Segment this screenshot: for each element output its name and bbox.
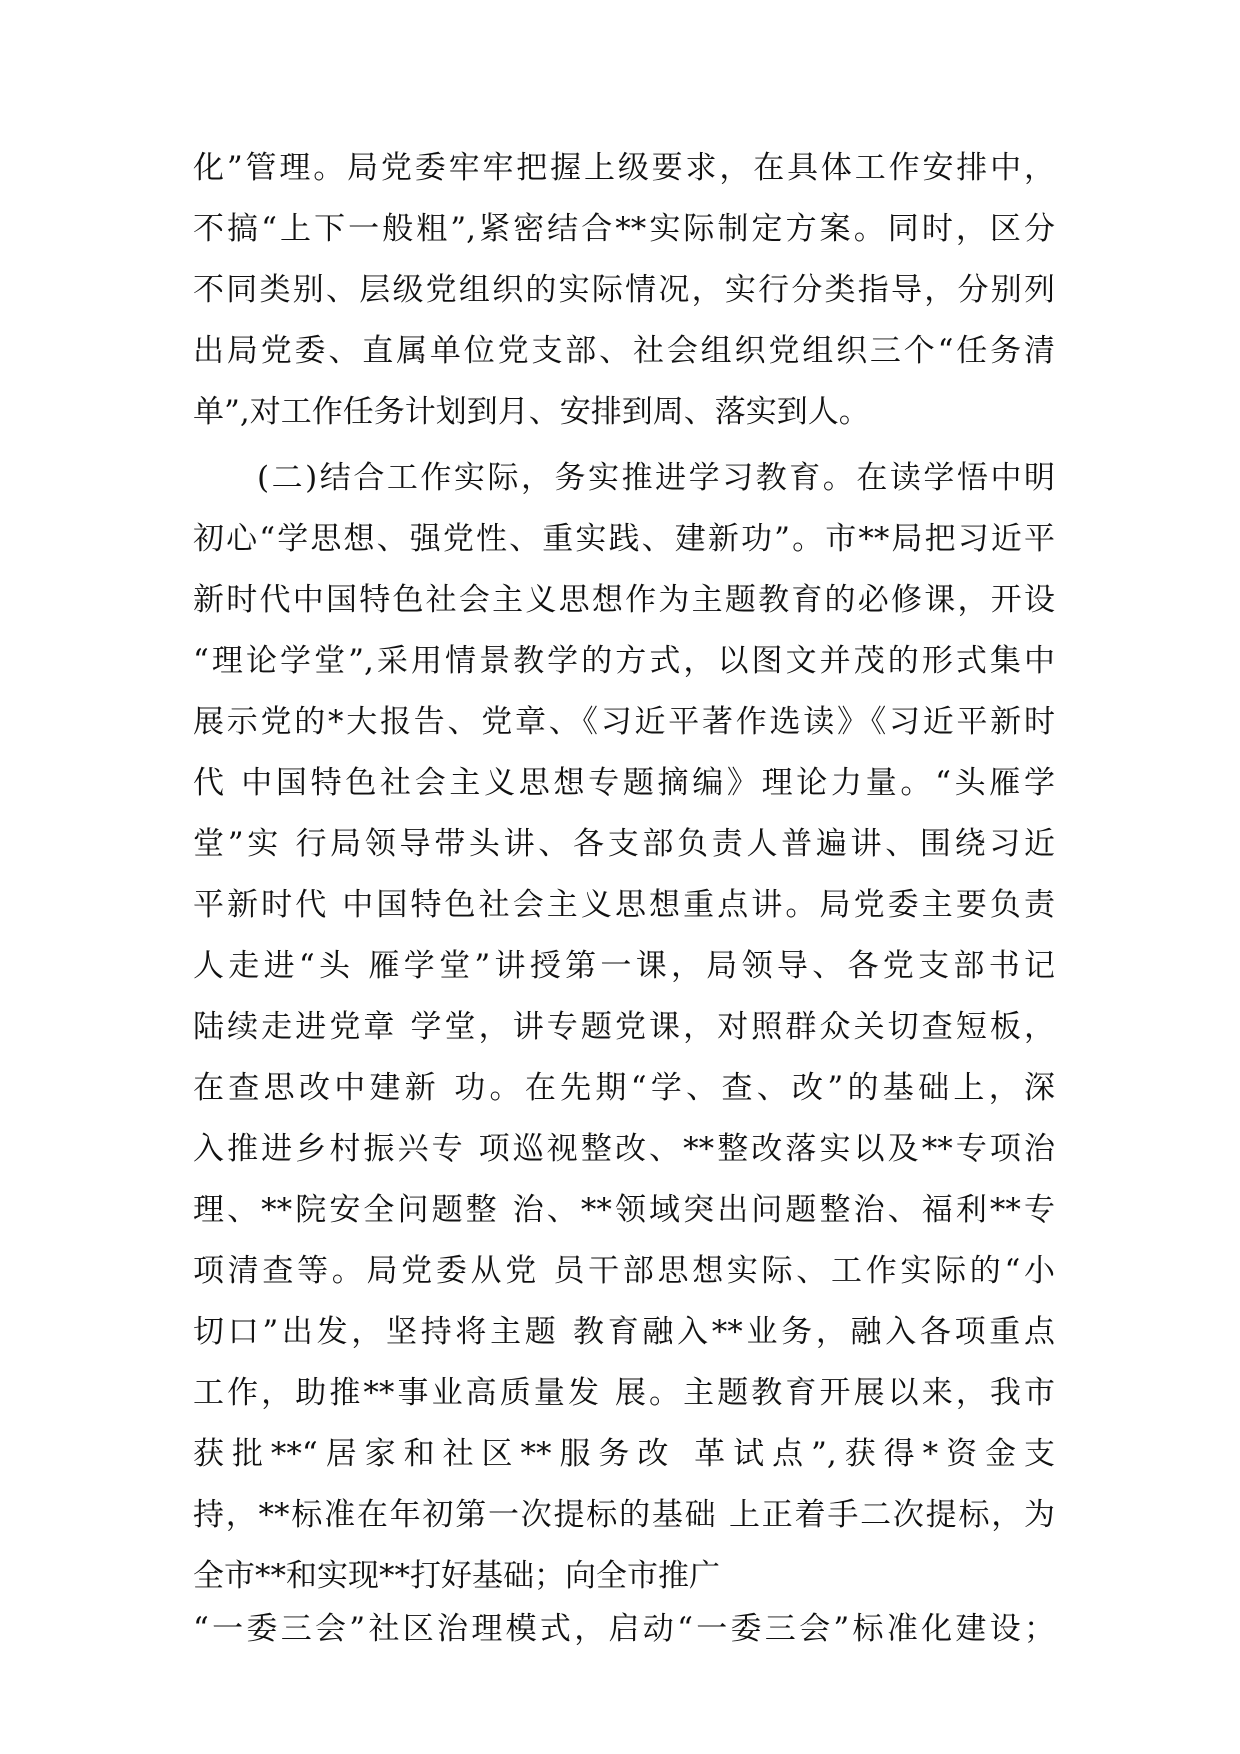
paragraph-2-line-4: “理论学堂”,采用情景教学的方式，以图文并茂的形式集中 (193, 643, 1055, 679)
paragraph-2-line-8: 平新时代 中国特色社会主义思想重点讲。局党委主要负责 (193, 887, 1055, 923)
paragraph-1-line-4: 出局党委、直属单位党支部、社会组织党组织三个“任务清 (193, 333, 1055, 369)
paragraph-2-line-16: 工作，助推**事业高质量发 展。主题教育开展以来，我市 (193, 1375, 1055, 1411)
paragraph-2-line-1: (二)结合工作实际，务实推进学习教育。在读学悟中明 (257, 460, 1055, 496)
paragraph-1-line-2: 不搞“上下一般粗”,紧密结合**实际制定方案。同时，区分 (193, 211, 1055, 247)
paragraph-2-line-6: 代 中国特色社会主义思想专题摘编》理论力量。“头雁学 (193, 765, 1055, 801)
paragraph-2-line-9: 人走进“头 雁学堂”讲授第一课，局领导、各党支部书记 (193, 948, 1055, 984)
paragraph-2-line-18: 持，**标准在年初第一次提标的基础 上正着手二次提标，为 (193, 1497, 1055, 1533)
paragraph-2-line-19: 全市**和实现**打好基础；向全市推广 (193, 1558, 720, 1594)
paragraph-2-line-15: 切口”出发，坚持将主题 教育融入**业务，融入各项重点 (193, 1314, 1055, 1350)
paragraph-2-line-5: 展示党的*大报告、党章、《习近平著作选读》《习近平新时 (193, 704, 1055, 740)
paragraph-1-line-3: 不同类别、层级党组织的实际情况，实行分类指导，分别列 (193, 272, 1055, 308)
paragraph-2-line-11: 在查思改中建新 功。在先期“学、查、改”的基础上，深 (193, 1070, 1055, 1106)
paragraph-1-line-1: 化”管理。局党委牢牢把握上级要求，在具体工作安排中， (193, 150, 1055, 186)
paragraph-2-line-2: 初心“学思想、强党性、重实践、建新功”。市**局把习近平 (193, 521, 1055, 557)
paragraph-2-line-14: 项清查等。局党委从党 员干部思想实际、工作实际的“小 (193, 1253, 1055, 1289)
paragraph-2-line-13: 理、**院安全问题整 治、**领域突出问题整治、福利**专 (193, 1192, 1055, 1228)
paragraph-2-line-17: 获批**“居家和社区**服务改 革试点”,获得*资金支 (193, 1436, 1055, 1472)
paragraph-2-line-7: 堂”实 行局领导带头讲、各支部负责人普遍讲、围绕习近 (193, 826, 1055, 862)
paragraph-2-line-20: “一委三会”社区治理模式，启动“一委三会”标准化建设； (193, 1611, 1055, 1647)
paragraph-2-line-12: 入推进乡村振兴专 项巡视整改、**整改落实以及**专项治 (193, 1131, 1055, 1167)
paragraph-1-line-5: 单”,对工作任务计划到月、安排到周、落实到人。 (193, 394, 870, 430)
paragraph-2-line-3: 新时代中国特色社会主义思想作为主题教育的必修课，开设 (193, 582, 1055, 618)
paragraph-2-line-10: 陆续走进党章 学堂，讲专题党课，对照群众关切查短板， (193, 1009, 1055, 1045)
